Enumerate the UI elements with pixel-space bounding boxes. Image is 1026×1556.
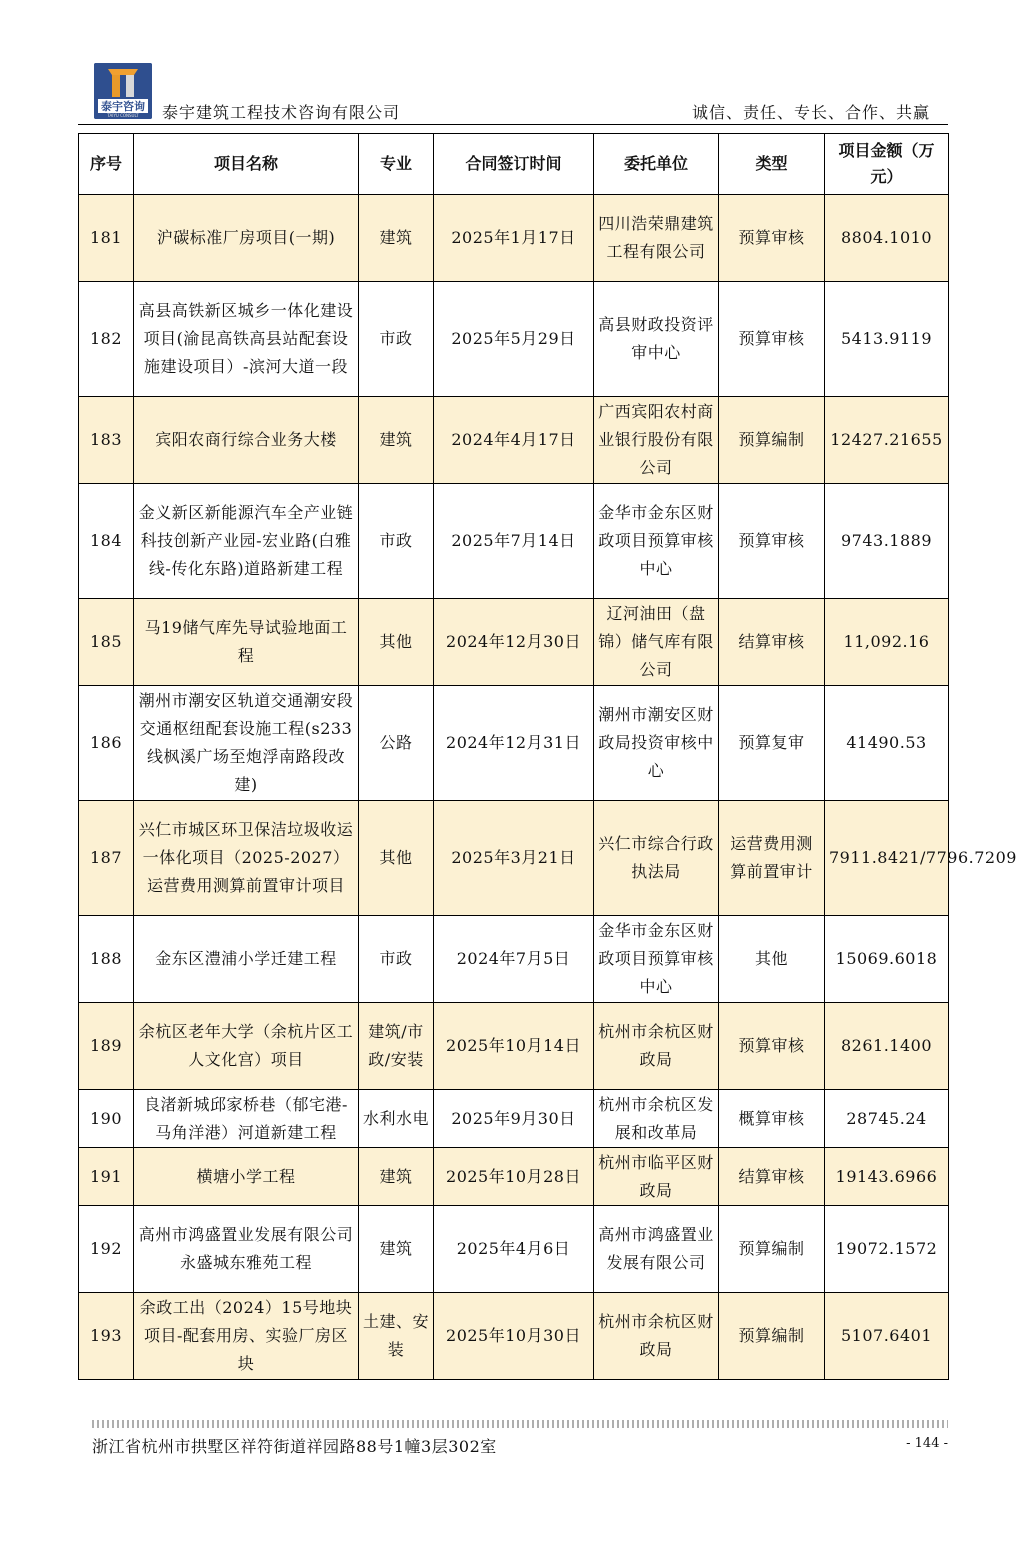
cell-amount: 41490.53 (825, 686, 949, 801)
cell-no: 183 (79, 397, 134, 484)
cell-amount: 5107.6401 (825, 1293, 949, 1380)
cell-client: 四川浩荣鼎建筑工程有限公司 (594, 195, 719, 282)
col-header-major: 专业 (359, 134, 434, 195)
cell-type: 预算审核 (719, 1003, 825, 1090)
cell-type: 结算审核 (719, 1148, 825, 1206)
header-rule (78, 124, 948, 125)
cell-no: 187 (79, 801, 134, 916)
cell-client: 杭州市余杭区财政局 (594, 1293, 719, 1380)
cell-type: 结算审核 (719, 599, 825, 686)
cell-client: 杭州市余杭区发展和改革局 (594, 1090, 719, 1148)
cell-type: 预算复审 (719, 686, 825, 801)
cell-type: 预算审核 (719, 484, 825, 599)
cell-major: 市政 (359, 484, 434, 599)
cell-project-name: 高州市鸿盛置业发展有限公司永盛城东雅苑工程 (134, 1206, 359, 1293)
cell-amount: 15069.6018 (825, 916, 949, 1003)
cell-project-name: 金义新区新能源汽车全产业链科技创新产业园-宏业路(白雅线-传化东路)道路新建工程 (134, 484, 359, 599)
cell-no: 190 (79, 1090, 134, 1148)
cell-major: 建筑 (359, 1148, 434, 1206)
cell-contract-date: 2024年12月30日 (434, 599, 594, 686)
col-header-amount: 项目金额（万元） (825, 134, 949, 195)
cell-major: 土建、安装 (359, 1293, 434, 1380)
company-logo (94, 63, 152, 119)
cell-contract-date: 2025年7月14日 (434, 484, 594, 599)
cell-no: 188 (79, 916, 134, 1003)
cell-contract-date: 2024年4月17日 (434, 397, 594, 484)
footer-divider (92, 1420, 948, 1428)
cell-contract-date: 2025年5月29日 (434, 282, 594, 397)
cell-contract-date: 2025年9月30日 (434, 1090, 594, 1148)
table-row (79, 1148, 949, 1206)
table-header-row (79, 134, 949, 195)
cell-contract-date: 2025年3月21日 (434, 801, 594, 916)
cell-type: 预算编制 (719, 397, 825, 484)
cell-project-name: 余杭区老年大学（余杭片区工人文化宫）项目 (134, 1003, 359, 1090)
cell-major: 建筑 (359, 1206, 434, 1293)
col-header-no: 序号 (79, 134, 134, 195)
col-header-type: 类型 (719, 134, 825, 195)
cell-major: 市政 (359, 916, 434, 1003)
cell-project-name: 金东区澧浦小学迁建工程 (134, 916, 359, 1003)
cell-client: 杭州市余杭区财政局 (594, 1003, 719, 1090)
cell-project-name: 良渚新城邱家桥巷（郁宅港-马角洋港）河道新建工程 (134, 1090, 359, 1148)
cell-amount: 19072.1572 (825, 1206, 949, 1293)
cell-type: 预算编制 (719, 1293, 825, 1380)
cell-client: 辽河油田（盘锦）储气库有限公司 (594, 599, 719, 686)
col-header-client: 委托单位 (594, 134, 719, 195)
cell-project-name: 兴仁市城区环卫保洁垃圾收运一体化项目（2025-2027）运营费用测算前置审计项目 (134, 801, 359, 916)
slogan: 诚信、责任、专长、合作、共赢 (691, 103, 930, 122)
cell-client: 杭州市临平区财政局 (594, 1148, 719, 1206)
cell-project-name: 沪碳标准厂房项目(一期) (134, 195, 359, 282)
cell-no: 185 (79, 599, 134, 686)
footer-address: 浙江省杭州市拱墅区祥符街道祥园路88号1幢3层302室 (92, 1437, 497, 1456)
cell-contract-date: 2025年4月6日 (434, 1206, 594, 1293)
table-row (79, 397, 949, 484)
company-name: 泰宇建筑工程技术咨询有限公司 (162, 103, 401, 122)
cell-no: 181 (79, 195, 134, 282)
cell-contract-date: 2025年10月28日 (434, 1148, 594, 1206)
cell-no: 192 (79, 1206, 134, 1293)
cell-amount: 9743.1889 (825, 484, 949, 599)
cell-major: 建筑 (359, 195, 434, 282)
table-row (79, 1206, 949, 1293)
cell-amount: 28745.24 (825, 1090, 949, 1148)
cell-major: 其他 (359, 801, 434, 916)
cell-no: 193 (79, 1293, 134, 1380)
cell-contract-date: 2025年1月17日 (434, 195, 594, 282)
logo-subtext: TAIYU CONSULT (107, 113, 139, 118)
cell-client: 广西宾阳农村商业银行股份有限公司 (594, 397, 719, 484)
cell-client: 兴仁市综合行政执法局 (594, 801, 719, 916)
cell-type: 预算审核 (719, 282, 825, 397)
table-row (79, 282, 949, 397)
col-header-date: 合同签订时间 (434, 134, 594, 195)
table-row (79, 195, 949, 282)
cell-contract-date: 2024年7月5日 (434, 916, 594, 1003)
table-row (79, 1293, 949, 1380)
cell-contract-date: 2025年10月14日 (434, 1003, 594, 1090)
cell-major: 其他 (359, 599, 434, 686)
table-row (79, 484, 949, 599)
logo-text: 泰宇咨询 (101, 100, 145, 113)
cell-client: 高县财政投资评审中心 (594, 282, 719, 397)
cell-no: 191 (79, 1148, 134, 1206)
table-row (79, 599, 949, 686)
cell-amount: 19143.6966 (825, 1148, 949, 1206)
cell-client: 高州市鸿盛置业发展有限公司 (594, 1206, 719, 1293)
cell-project-name: 马19储气库先导试验地面工程 (134, 599, 359, 686)
cell-no: 189 (79, 1003, 134, 1090)
table-row (79, 916, 949, 1003)
cell-no: 184 (79, 484, 134, 599)
project-table (78, 133, 1017, 1380)
cell-project-name: 横塘小学工程 (134, 1148, 359, 1206)
cell-type: 运营费用测算前置审计 (719, 801, 825, 916)
cell-no: 182 (79, 282, 134, 397)
table-row (79, 1003, 949, 1090)
cell-client: 金华市金东区财政项目预算审核中心 (594, 484, 719, 599)
cell-client: 潮州市潮安区财政局投资审核中心 (594, 686, 719, 801)
table-row (79, 686, 949, 801)
cell-project-name: 余政工出（2024）15号地块项目-配套用房、实验厂房区块 (134, 1293, 359, 1380)
cell-major: 水利水电 (359, 1090, 434, 1148)
cell-major: 公路 (359, 686, 434, 801)
cell-amount: 11,092.16 (825, 599, 949, 686)
cell-major: 建筑 (359, 397, 434, 484)
cell-contract-date: 2025年10月30日 (434, 1293, 594, 1380)
cell-project-name: 高县高铁新区城乡一体化建设项目(渝昆高铁高县站配套设施建设项目）-滨河大道一段 (134, 282, 359, 397)
col-header-name: 项目名称 (134, 134, 359, 195)
table-row (79, 801, 949, 916)
cell-project-name: 宾阳农商行综合业务大楼 (134, 397, 359, 484)
table-row (79, 1090, 949, 1148)
cell-amount: 8804.1010 (825, 195, 949, 282)
cell-no: 186 (79, 686, 134, 801)
page-number: - 144 - (906, 1436, 948, 1451)
cell-amount: 8261.1400 (825, 1003, 949, 1090)
cell-amount: 12427.21655 (825, 397, 949, 484)
cell-type: 预算编制 (719, 1206, 825, 1293)
cell-major: 市政 (359, 282, 434, 397)
cell-project-name: 潮州市潮安区轨道交通潮安段交通枢纽配套设施工程(s233线枫溪广场至炮浮南路段改建) (134, 686, 359, 801)
cell-type: 概算审核 (719, 1090, 825, 1148)
cell-client: 金华市金东区财政项目预算审核中心 (594, 916, 719, 1003)
cell-type: 其他 (719, 916, 825, 1003)
cell-type: 预算审核 (719, 195, 825, 282)
cell-amount: 7911.8421/7796.7209 (825, 801, 949, 916)
cell-amount: 5413.9119 (825, 282, 949, 397)
cell-contract-date: 2024年12月31日 (434, 686, 594, 801)
cell-major: 建筑/市政/安装 (359, 1003, 434, 1090)
